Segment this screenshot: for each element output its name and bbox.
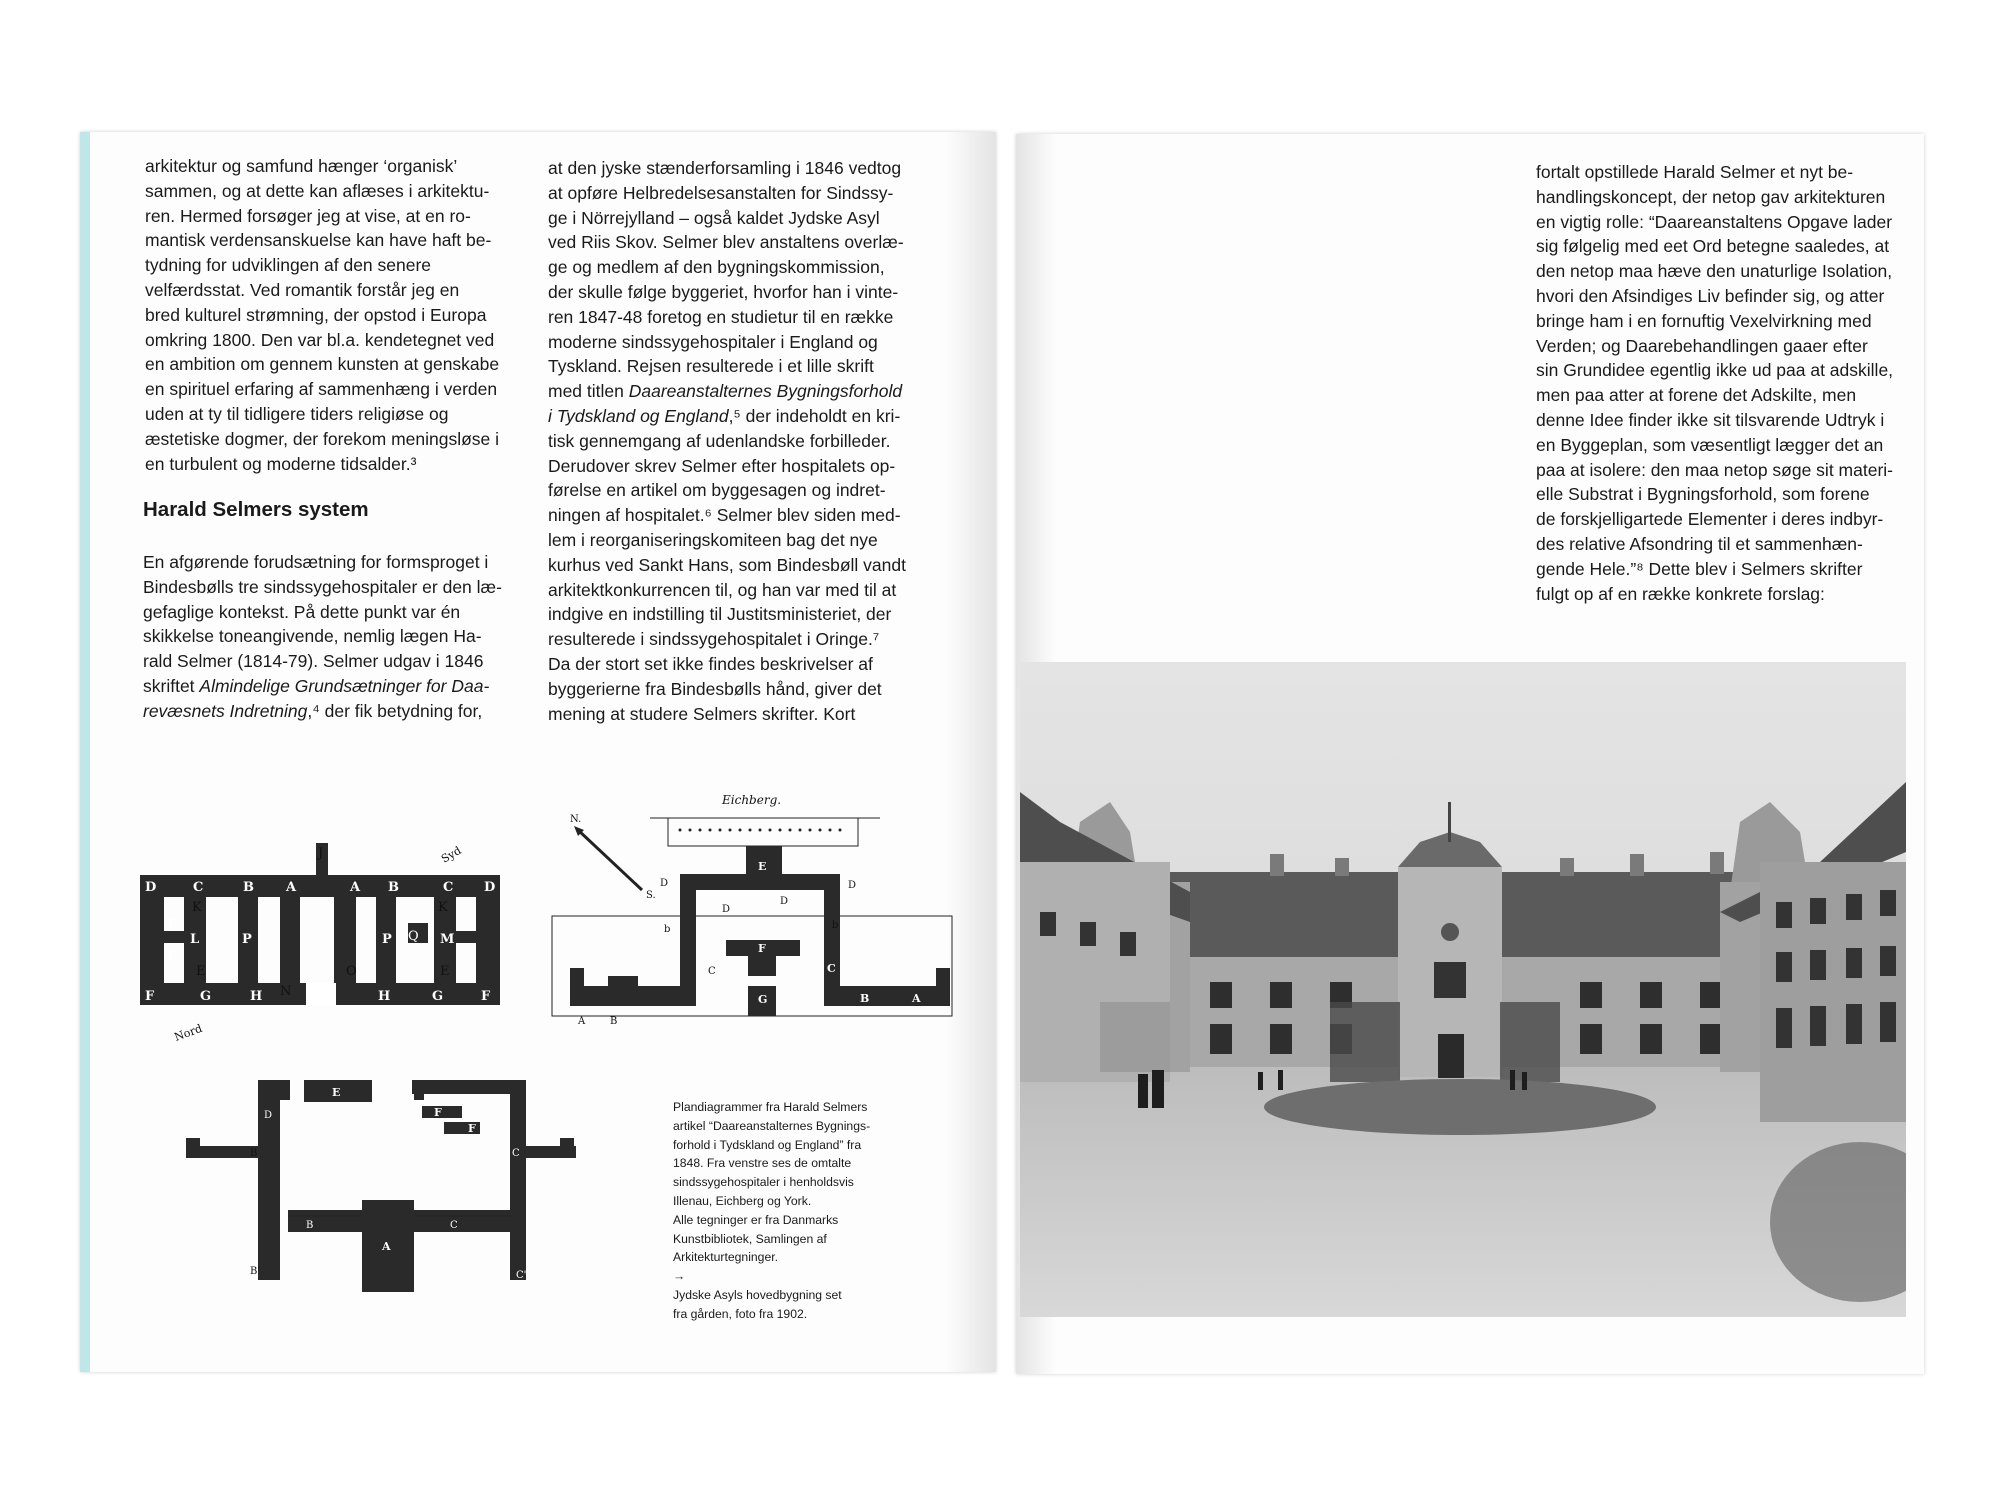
body-text-column-1-paragraph-1: arkitektur og samfund hænger ‘organisk’ sammen, og at dette kan aflæses i arkitektu- ren. Hermed forsøger jeg at vise, at en ro- mantisk verdensanskuelse kan have haft be- tydning for udviklingen af den senere velfærdsstat. Ved romantik forstår jeg en bred kulturel strømning, der opstod i Europa omkring 1800. Den var bl.a. kendetegnet ved en ambition om gennem kunsten at genskabe en spirituel erfaring af sammenhæng i verden uden at ty til tidligere tiders religiøse og æstetiske dogmer, der forekom meningsløse i en turbulent og moderne tidsalder.³ — [145, 156, 500, 474]
page-edge-tint — [80, 132, 90, 1372]
svg-text:D: D — [145, 880, 157, 895]
svg-text:C: C — [708, 966, 716, 977]
svg-text:A: A — [578, 1016, 586, 1027]
svg-text:B: B — [860, 992, 870, 1005]
svg-text:b: b — [664, 924, 671, 935]
svg-text:C: C — [827, 962, 836, 975]
svg-text:C: C — [512, 1148, 520, 1159]
plan1-label-syd: Syd — [439, 843, 464, 866]
svg-text:K: K — [192, 900, 202, 915]
section-heading: Harald Selmers system — [143, 498, 369, 521]
body-text-column-2 — [548, 156, 928, 726]
svg-text:B': B' — [250, 1266, 261, 1277]
col2-text-b: ,⁵ der indeholdt en kri- tisk gennemgang af udenlandske forbilleder. Derudover skrev Selmer efter hospitalets op- førelse en artikel om byggesagen og indret- ningen af hospitalet.⁶ Selmer blev siden med- lem i reorganiseringskomiteen bag det nye kurhus ved Sankt Hans, som Bindesbøll vandt arkitektkonkurrencen til, og han var med til at indgive en indstilling til Justitsministeriet, der resulterede i sindssygehospitalet i Oringe.⁷ Da der stort set ikke findes beskrivelser af byggerierne fra Bindesbølls hånd, giver det mening at studere Selmers skrifter. Kort — [548, 405, 906, 724]
svg-text:A: A — [912, 992, 921, 1005]
svg-text:E: E — [196, 964, 206, 979]
col2-text-a: at den jyske stænderforsamling i 1846 vedtog at opføre Helbredelsesanstalten for Sindssy- ge i Nörrejylland – også kaldet Jydske Asyl ved Riis Skov. Selmer blev anstaltens overlæ- ge og medlem af den bygningskommission, der skulle følge byggeriet, hvorfor han i vinte- ren 1847-48 foretog en studietur til en række moderne sindssygehospitaler i England og Tyskland. Rejsen resulterede i et lille skrift med titlen — [548, 158, 904, 402]
svg-text:A: A — [286, 880, 297, 895]
body-text-column-1-paragraph-2 — [143, 550, 523, 724]
svg-text:J: J — [318, 846, 324, 861]
svg-text:E: E — [440, 964, 450, 979]
svg-text:O: O — [346, 964, 357, 979]
svg-text:b: b — [832, 920, 839, 931]
para2-text-a: En afgørende forudsætning for formsproget i Bindesbølls tre sindssygehospitaler er den læ- gefaglige kontekst. På dette punkt var én skikkelse toneangivende, nemlig lægen Ha- rald Selmer (1814-79). Selmer udgav i 1846 skriftet — [143, 552, 502, 696]
svg-text:B: B — [306, 1220, 314, 1231]
svg-text:A: A — [350, 880, 361, 895]
svg-text:L: L — [190, 932, 200, 947]
plan1-label-nord: Nord — [172, 1021, 204, 1044]
svg-text:C: C — [443, 880, 454, 895]
svg-text:G: G — [432, 989, 444, 1004]
svg-text:D: D — [660, 878, 669, 889]
svg-text:E: E — [168, 949, 178, 964]
svg-text:M: M — [440, 932, 455, 947]
plan2-north: N. — [570, 814, 582, 825]
svg-text:B: B — [610, 1016, 618, 1027]
svg-text:A: A — [382, 1240, 391, 1253]
svg-text:D: D — [780, 896, 789, 907]
svg-text:C: C — [450, 1220, 458, 1231]
historical-photo-jydske-asyl — [1020, 662, 1906, 1317]
svg-text:P: P — [382, 932, 392, 947]
figure-caption: Plandiagrammer fra Harald Selmers artikel “Daareanstalternes Bygnings- forhold i Tydskland og England” fra 1848. Fra venstre ses de omtalte sindssygehospitaler i henholdsvis Illenau, Eichberg og York. Alle tegninger er fra Danmarks Kunstbibliotek, Samlingen af Arkitekturtegninger. → Jydske Asyls hovedbygning set fra gården, foto fra 1902. — [673, 1100, 871, 1321]
svg-text:C: C — [193, 880, 204, 895]
svg-text:C': C' — [516, 1270, 527, 1281]
svg-text:H: H — [378, 989, 391, 1004]
floor-plan-eichberg — [550, 790, 960, 1030]
svg-text:H: H — [250, 989, 263, 1004]
svg-text:D: D — [484, 880, 496, 895]
svg-text:B: B — [250, 1148, 258, 1159]
svg-text:F: F — [481, 989, 491, 1004]
para2-italic-title: Almindelige Grundsætninger for Daa- revæsnets Indretning — [143, 675, 490, 721]
svg-text:F: F — [758, 942, 766, 955]
svg-text:Q: Q — [408, 929, 419, 944]
svg-text:E: E — [332, 1086, 341, 1099]
svg-text:D: D — [264, 1110, 273, 1121]
svg-text:E: E — [758, 860, 767, 873]
right-page-text: fortalt opstillede Harald Selmer et nyt be- handlingskoncept, der netop gav arkitekturen en vigtig rolle: “Daareanstaltens Opgave lader sig følgelig med eet Ord betegne saaledes, at den netop maa hæve den unaturlige Isolation, hvori den Afsindiges Liv befinder sig, og atter bringe ham i en fornuftig Vexelvirkning med Verden; og Daarebehandlingen gaaer efter sin Grundidee egentlig ikke ud paa at adskille, men paa atter at forene det Adskilte, men denne Idee finder ikke sit tilsvarende Udtryk i en Byggeplan, som væsentligt lægger det an paa at isolere: den maa netop søge sit materi- elle Substrat i Bygningsforhold, som forene de forskjelligartede Elementer i deres indbyr- des relative Afsondring til et sammenhæn- gende Hele.”⁸ Dette blev i Selmers skrifter fulgt op af en række konkrete forslag: — [1536, 162, 1894, 604]
plan2-title: Eichberg. — [722, 793, 782, 807]
svg-text:N: N — [280, 984, 292, 999]
svg-text:B: B — [388, 880, 399, 895]
svg-text:F: F — [145, 989, 155, 1004]
svg-text:G: G — [758, 993, 768, 1006]
svg-text:K: K — [438, 900, 448, 915]
col2-italic-title: Daareanstalternes Bygningsforhold i Tydskland og England — [548, 381, 903, 426]
svg-text:F: F — [434, 1106, 442, 1119]
svg-text:D: D — [722, 904, 731, 915]
svg-text:P: P — [242, 932, 252, 947]
svg-text:F: F — [468, 1122, 476, 1135]
svg-text:E: E — [168, 917, 178, 932]
svg-text:G: G — [200, 989, 212, 1004]
floor-plan-york — [186, 1078, 576, 1296]
book-gutter-shadow-left — [946, 132, 996, 1372]
para2-text-b: ,⁴ der fik betydning for, — [307, 700, 483, 721]
svg-text:D: D — [848, 880, 857, 891]
plan2-south: S. — [646, 890, 656, 901]
floor-plan-illenau — [138, 835, 508, 1050]
svg-text:B: B — [243, 880, 254, 895]
